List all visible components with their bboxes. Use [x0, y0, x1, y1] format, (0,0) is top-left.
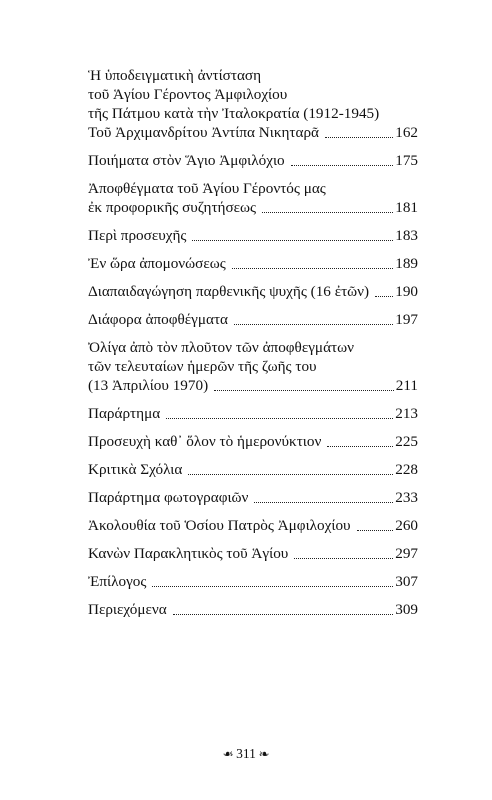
- toc-entry: [88, 226, 418, 245]
- toc-entry: [88, 254, 418, 273]
- dot-leader: [192, 240, 393, 241]
- toc-entry-title: Τοῦ Ἀρχιμανδρίτου Ἀντίπα Νικηταρᾶ: [88, 124, 320, 141]
- toc-entry-leader-line: [88, 254, 418, 273]
- toc-entry-leader-line: [88, 544, 418, 563]
- toc-entry: [88, 460, 418, 479]
- toc-entry: [88, 282, 418, 301]
- toc-entry-title: Ἐπίλογος: [88, 573, 147, 590]
- toc-entry-page-number: 189: [395, 255, 418, 272]
- toc-entry-leader-line: [88, 151, 418, 170]
- dot-leader: [262, 212, 393, 213]
- toc-entry-page-number: 309: [395, 601, 418, 618]
- toc-entry-page-number: 307: [395, 573, 418, 590]
- toc-entry: [88, 66, 418, 142]
- dot-leader: [325, 137, 393, 138]
- toc-entry-title: Περιεχόμενα: [88, 601, 167, 618]
- toc-entry: [88, 310, 418, 329]
- toc-entry-title: Κριτικὰ Σχόλια: [88, 461, 183, 478]
- right-ornament-icon: ❧: [258, 747, 270, 761]
- toc-entry-page-number: 225: [395, 433, 418, 450]
- dot-leader: [234, 324, 393, 325]
- toc-entry-page-number: 211: [395, 377, 418, 394]
- toc-entry-leader-line: [88, 226, 418, 245]
- toc-entry-leader-line: [88, 282, 418, 301]
- table-of-contents: [88, 66, 418, 628]
- toc-entry-title: Ἀκολουθία τοῦ Ὁσίου Πατρὸς Ἀμφιλοχίου: [88, 517, 351, 534]
- dot-leader: [291, 165, 394, 166]
- toc-entry-title-line: τῶν τελευταίων ἡμερῶν τῆς ζωῆς του: [88, 358, 317, 375]
- toc-entry-title-line: Ἡ ὑποδειγματικὴ ἀντίσταση: [88, 67, 262, 84]
- dot-leader: [232, 268, 393, 269]
- toc-entry-leader-line: [88, 404, 418, 423]
- dot-leader: [152, 586, 393, 587]
- dot-leader: [294, 558, 393, 559]
- toc-entry: [88, 600, 418, 619]
- toc-entry-title: (13 Ἀπριλίου 1970): [88, 377, 209, 394]
- toc-entry-title-line: Ἀποφθέγματα τοῦ Ἁγίου Γέροντός μας: [88, 180, 326, 197]
- page-number: 311: [236, 746, 256, 761]
- toc-entry-title: Ποιήματα στὸν Ἅγιο Ἀμφιλόχιο: [88, 152, 285, 169]
- toc-entry-title: ἐκ προφορικῆς συζητήσεως: [88, 199, 257, 216]
- toc-entry: [88, 516, 418, 535]
- dot-leader: [166, 418, 393, 419]
- toc-entry-page-number: 297: [395, 545, 418, 562]
- toc-entry-title: Διάφορα ἀποφθέγματα: [88, 311, 229, 328]
- toc-entry-leader-line: [88, 432, 418, 451]
- toc-entry-leader-line: [88, 460, 418, 479]
- toc-entry-title: Κανὼν Παρακλητικὸς τοῦ Ἁγίου: [88, 545, 289, 562]
- toc-entry-page-number: 260: [395, 517, 418, 534]
- left-ornament-icon: ❧: [222, 747, 234, 761]
- toc-entry-leader-line: [88, 600, 418, 619]
- dot-leader: [188, 474, 393, 475]
- toc-entry: [88, 151, 418, 170]
- toc-entry: [88, 572, 418, 591]
- toc-entry-page-number: 197: [395, 311, 418, 328]
- toc-entry-leader-line: [88, 572, 418, 591]
- toc-entry-leader-line: [88, 516, 418, 535]
- toc-entry-title: Διαπαιδαγώγηση παρθενικῆς ψυχῆς (16 ἐτῶν): [88, 283, 370, 300]
- toc-entry-page-number: 233: [395, 489, 418, 506]
- toc-entry-page-number: 190: [395, 283, 418, 300]
- toc-entry-title: Παράρτημα: [88, 405, 161, 422]
- toc-entry-leader-line: [88, 376, 418, 395]
- toc-entry-page-number: 181: [395, 199, 418, 216]
- toc-entry-page-number: 183: [395, 227, 418, 244]
- page-footer: [0, 746, 492, 762]
- dot-leader: [214, 390, 394, 391]
- toc-entry: [88, 338, 418, 395]
- toc-entry: [88, 404, 418, 423]
- dot-leader: [357, 530, 394, 531]
- toc-entry-title: Περὶ προσευχῆς: [88, 227, 187, 244]
- toc-entry: [88, 488, 418, 507]
- toc-entry-title-line: τοῦ Ἁγίου Γέροντος Ἀμφιλοχίου: [88, 86, 288, 103]
- toc-entry: [88, 179, 418, 217]
- dot-leader: [173, 614, 393, 615]
- toc-entry-title: Προσευχὴ καθ᾽ ὅλον τὸ ἡμερονύκτιον: [88, 433, 322, 450]
- toc-entry-leader-line: [88, 198, 418, 217]
- dot-leader: [375, 296, 393, 297]
- toc-entry-title-line: τῆς Πάτμου κατὰ τὴν Ἰταλοκρατία (1912-1945): [88, 105, 380, 122]
- toc-entry-page-number: 175: [395, 152, 418, 169]
- toc-entry-leader-line: [88, 123, 418, 142]
- toc-entry-page-number: 162: [395, 124, 418, 141]
- toc-entry: [88, 432, 418, 451]
- toc-entry: [88, 544, 418, 563]
- toc-entry-leader-line: [88, 488, 418, 507]
- toc-entry-title-line: Ὀλίγα ἀπὸ τὸν πλοῦτον τῶν ἀποφθεγμάτων: [88, 339, 354, 356]
- toc-entry-page-number: 228: [395, 461, 418, 478]
- dot-leader: [254, 502, 393, 503]
- toc-entry-page-number: 213: [395, 405, 418, 422]
- toc-entry-title: Παράρτημα φωτογραφιῶν: [88, 489, 249, 506]
- toc-entry-leader-line: [88, 310, 418, 329]
- toc-entry-title: Ἐν ὥρα ἀπομονώσεως: [88, 255, 226, 272]
- dot-leader: [327, 446, 393, 447]
